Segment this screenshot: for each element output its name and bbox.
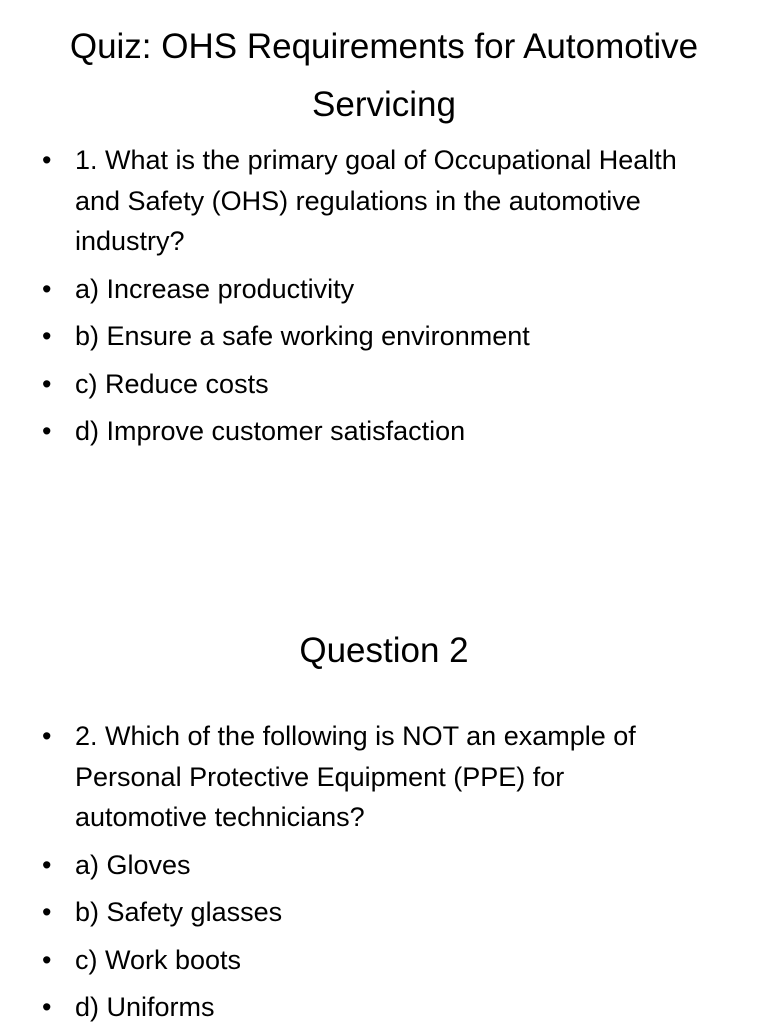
answer-option-b	[42, 892, 702, 933]
bullet-icon: •	[42, 321, 52, 351]
bullet-text: b) Ensure a safe working environment	[75, 321, 530, 351]
bullet-icon: •	[42, 273, 52, 304]
bullet-list	[42, 140, 702, 459]
answer-option-c	[42, 364, 702, 405]
answer-option-d	[42, 411, 702, 452]
answer-option-a	[42, 269, 702, 310]
answer-option-a	[42, 845, 702, 886]
bullet-text: a) Increase productivity	[75, 273, 355, 304]
bullet-text: d) Improve customer satisfaction	[75, 416, 466, 446]
bullet-icon: •	[42, 992, 52, 1022]
slide-title: Question 2	[299, 631, 469, 670]
bullet-icon: •	[42, 849, 52, 880]
bullet-list	[42, 716, 702, 1035]
bullet-text: d) Uniforms	[75, 992, 215, 1022]
question-text	[42, 716, 702, 838]
bullet-icon: •	[42, 721, 52, 751]
bullet-text: c) Work boots	[75, 944, 242, 975]
bullet-text: c) Reduce costs	[75, 368, 269, 399]
slide-title: Quiz: OHS Requirements for Automotive Servicing	[69, 27, 699, 124]
bullet-icon: •	[42, 944, 52, 975]
answer-option-c	[42, 940, 702, 981]
question-text	[42, 140, 702, 262]
bullet-icon: •	[42, 368, 52, 399]
bullet-text: 1. What is the primary goal of Occupational Health and Safety (OHS) regulations in the automotive industry?	[75, 145, 677, 256]
bullet-icon: •	[42, 897, 52, 927]
bullet-text: 2. Which of the following is NOT an example of Personal Protective Equipment (PPE) for automotive technicians?	[75, 721, 636, 832]
bullet-icon: •	[42, 416, 52, 446]
slide-2	[0, 560, 768, 1024]
bullet-text: a) Gloves	[75, 849, 191, 880]
answer-option-b	[42, 316, 702, 357]
bullet-icon: •	[42, 145, 52, 175]
bullet-text: b) Safety glasses	[75, 897, 283, 927]
answer-option-d	[42, 987, 702, 1028]
